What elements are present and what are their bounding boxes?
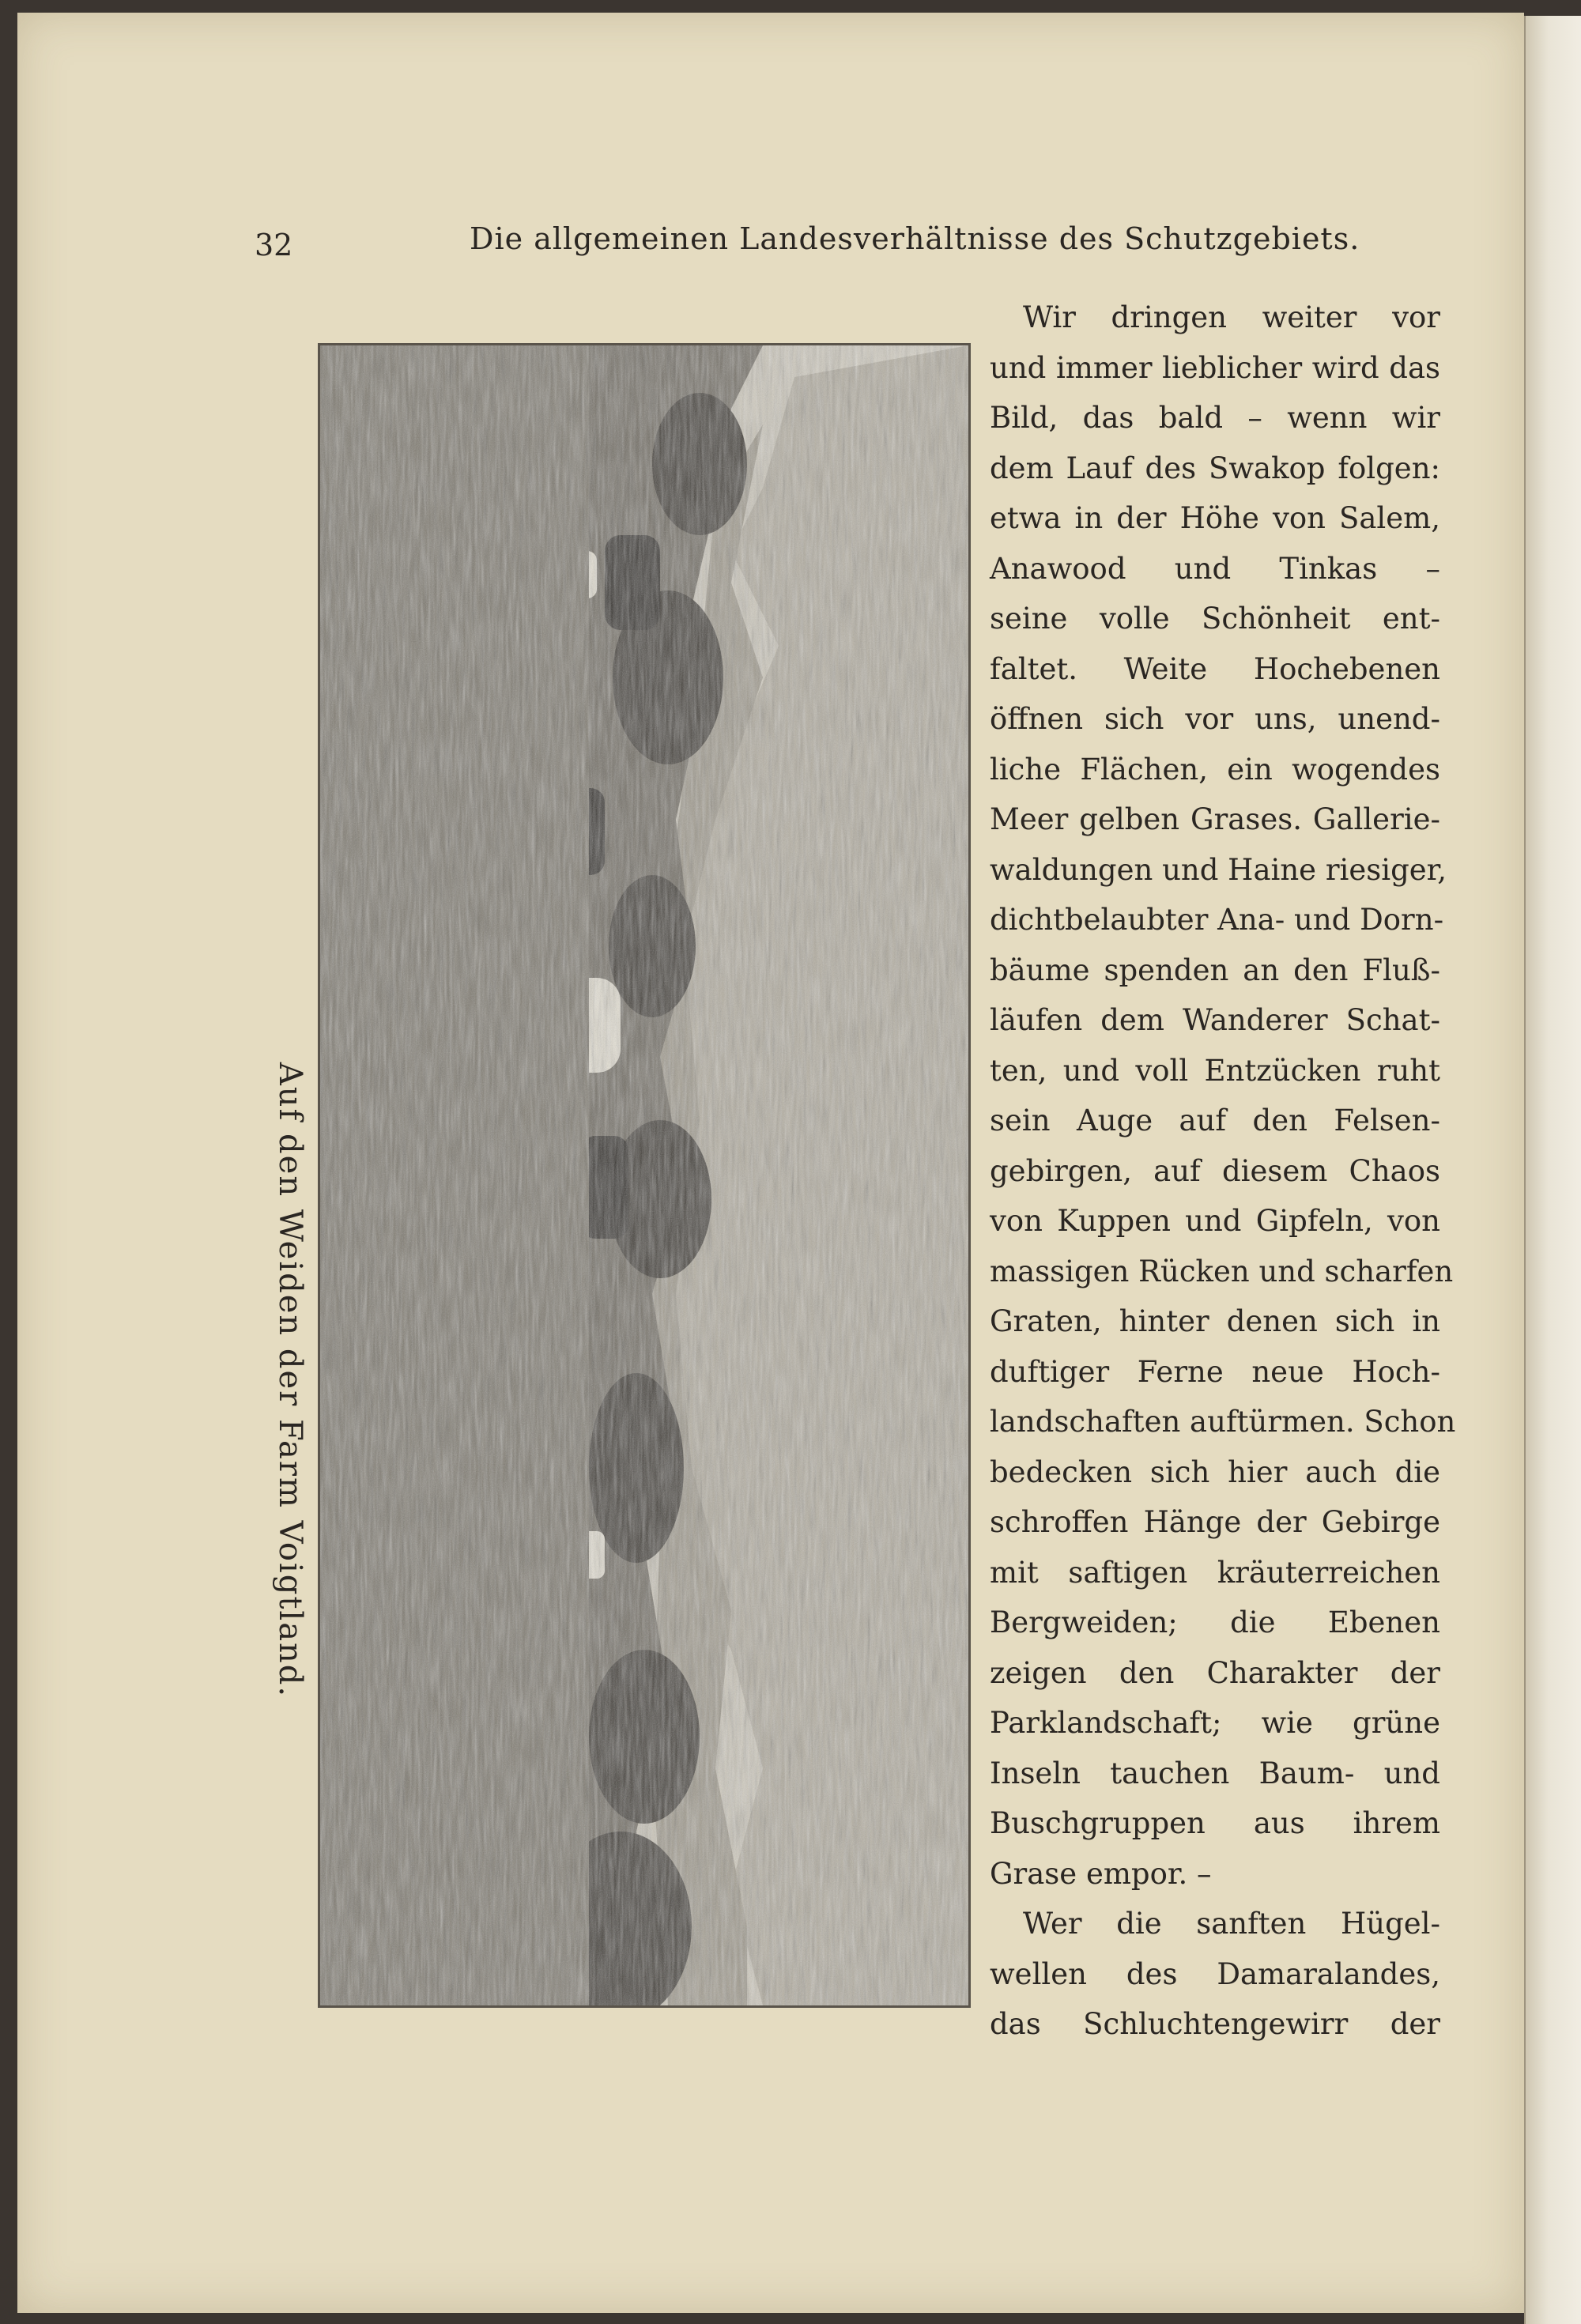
book-page (17, 13, 1524, 2313)
running-head: Die allgemeinen Landesverhältnisse des Schutzgebiets. (470, 221, 1360, 256)
text-line: seine volle Schönheit ent- (990, 602, 1440, 636)
text-line: Anawood und Tinkas – (990, 551, 1440, 586)
text-line: Bergweiden; die Ebenen (990, 1605, 1440, 1639)
figure-caption: Auf den Weiden der Farm Voigtland. (272, 1062, 308, 1699)
text-line: zeigen den Charakter der (990, 1655, 1440, 1690)
text-line: Buschgruppen aus ihrem (990, 1806, 1440, 1840)
text-line: waldungen und Haine riesiger, (990, 852, 1447, 887)
text-line: das Schluchtengewirr der (990, 2007, 1440, 2041)
text-line: Grase empor. – (990, 1856, 1212, 1891)
text-line: Wir dringen weiter vor (1023, 300, 1440, 334)
text-line: ten, und voll Entzücken ruht (990, 1053, 1440, 1088)
text-line: Meer gelben Grases. Gallerie- (990, 802, 1440, 836)
body-text (990, 292, 1456, 2050)
text-line: Graten, hinter denen sich in (990, 1304, 1440, 1338)
text-line: dichtbelaubter Ana- und Dorn- (990, 903, 1444, 937)
text-line: bedecken sich hier auch die (990, 1454, 1440, 1489)
text-line: öffnen sich vor uns, unend- (990, 702, 1440, 736)
text-line: Wer die sanften Hügel- (1023, 1907, 1440, 1941)
text-line: dem Lauf des Swakop folgen: (990, 451, 1440, 485)
text-line: liche Flächen, ein wogendes (990, 752, 1440, 787)
text-line: läufen dem Wanderer Schat- (990, 1003, 1440, 1037)
text-line: bäume spenden an den Fluß- (990, 953, 1440, 987)
text-line: landschaften auftürmen. Schon (990, 1405, 1456, 1439)
text-line: von Kuppen und Gipfeln, von (990, 1204, 1440, 1238)
text-line: massigen Rücken und scharfen (990, 1254, 1454, 1288)
text-line: duftiger Ferne neue Hoch- (990, 1354, 1440, 1389)
text-line: faltet. Weite Hochebenen (990, 651, 1440, 686)
photograph-herd-on-pasture (318, 343, 971, 2008)
next-page-edge (1524, 16, 1581, 2324)
text-line: Bild, das bald – wenn wir (990, 401, 1440, 435)
text-line: mit saftigen kräuterreichen (990, 1555, 1440, 1590)
text-line: wellen des Damaralandes, (990, 1956, 1440, 1991)
text-line: sein Auge auf den Felsen- (990, 1104, 1440, 1137)
text-line: etwa in der Höhe von Salem, (990, 501, 1440, 535)
page-number: 32 (255, 228, 293, 262)
text-line: Parklandschaft; wie grüne (990, 1706, 1440, 1740)
text-line: gebirgen, auf diesem Chaos (990, 1153, 1440, 1188)
text-line: Inseln tauchen Baum- und (990, 1756, 1440, 1790)
text-line: schroffen Hänge der Gebirge (990, 1505, 1440, 1539)
text-line: und immer lieblicher wird das (990, 350, 1440, 385)
